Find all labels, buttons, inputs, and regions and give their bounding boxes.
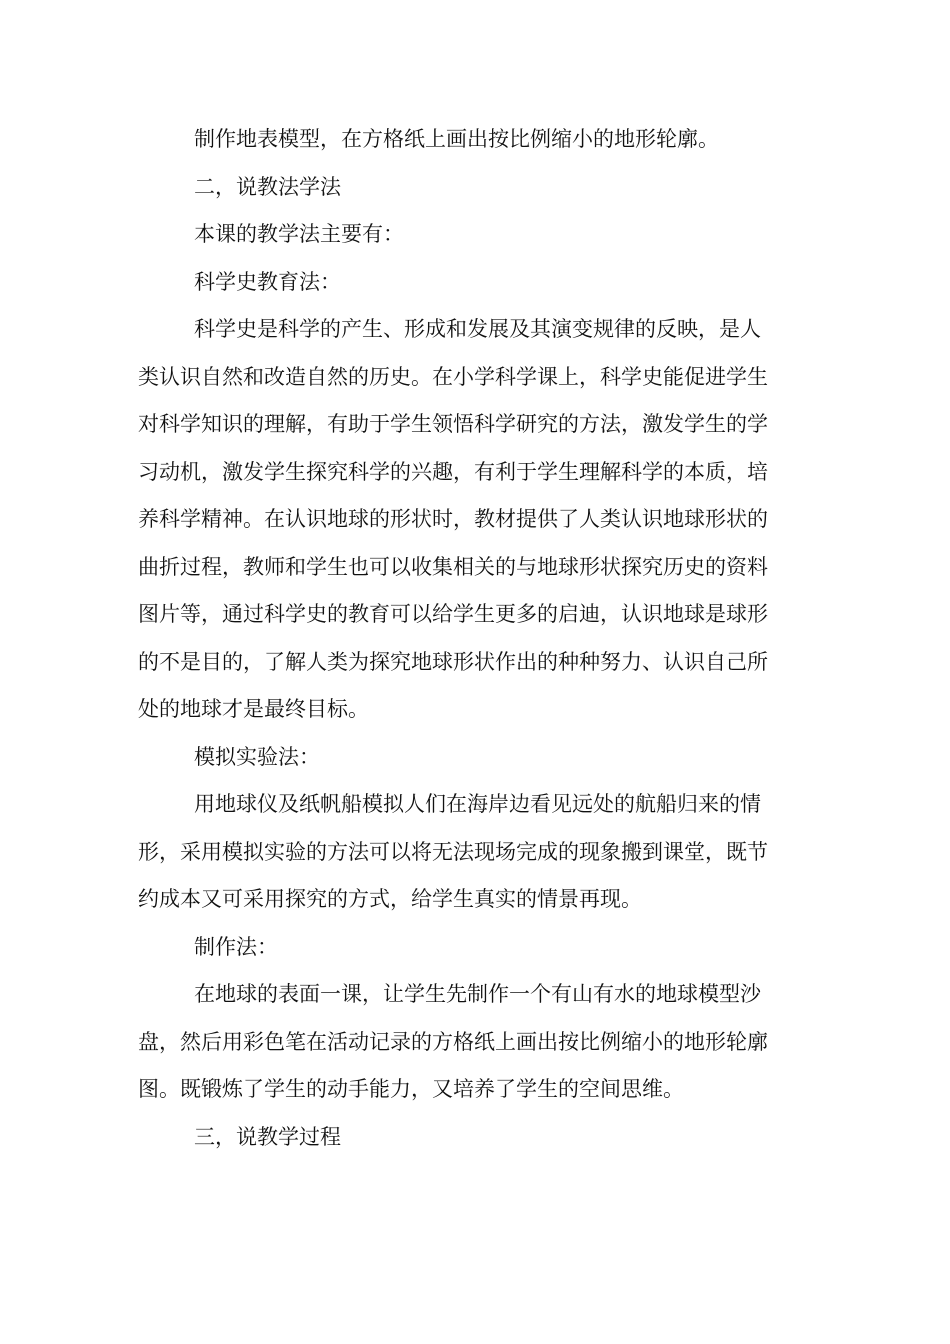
- paragraph-line: 图。既锻炼了学生的动手能力，又培养了学生的空间思维。: [138, 1077, 684, 1101]
- subheading-simulation-method: 模拟实验法：: [194, 744, 320, 769]
- section-heading-teaching-methods: 二，说教法学法: [194, 174, 341, 199]
- paragraph-line: 本课的教学法主要有：: [194, 222, 404, 246]
- section-heading-teaching-process: 三，说教学过程: [194, 1124, 341, 1149]
- paragraph-line: 用地球仪及纸帆船模拟人们在海岸边看见远处的航船归来的情: [194, 792, 761, 816]
- paragraph-line: 习动机，激发学生探究科学的兴趣，有利于学生理解科学的本质，培: [138, 459, 768, 484]
- paragraph-line: 约成本又可采用探究的方式，给学生真实的情景再现。: [138, 887, 642, 911]
- paragraph-line: 养科学精神。在认识地球的形状时，教材提供了人类认识地球形状的: [138, 507, 768, 531]
- subheading-science-history-method: 科学史教育法：: [194, 269, 341, 294]
- paragraph-line: 制作地表模型，在方格纸上画出按比例缩小的地形轮廓。: [194, 127, 719, 151]
- paragraph-line: 对科学知识的理解，有助于学生领悟科学研究的方法，激发学生的学: [138, 412, 768, 436]
- paragraph-line: 形，采用模拟实验的方法可以将无法现场完成的现象搬到课堂，既节: [138, 839, 768, 864]
- paragraph-line: 曲折过程，教师和学生也可以收集相关的与地球形状探究历史的资料: [138, 554, 768, 579]
- paragraph-line: 在地球的表面一课，让学生先制作一个有山有水的地球模型沙: [194, 982, 761, 1006]
- paragraph-line: 类认识自然和改造自然的历史。在小学科学课上，科学史能促进学生: [138, 364, 768, 389]
- paragraph-line: 图片等，通过科学史的教育可以给学生更多的启迪，认识地球是球形: [138, 602, 768, 626]
- paragraph-line: 的不是目的，了解人类为探究地球形状作出的种种努力、认识自己所: [138, 649, 768, 674]
- document-page: [138, 116, 818, 1161]
- paragraph-line: 科学史是科学的产生、形成和发展及其演变规律的反映，是人: [194, 317, 761, 341]
- paragraph-line: 处的地球才是最终目标。: [138, 697, 369, 721]
- paragraph-line: 盘，然后用彩色笔在活动记录的方格纸上画出按比例缩小的地形轮廓: [138, 1029, 768, 1054]
- subheading-making-method: 制作法：: [194, 934, 278, 959]
